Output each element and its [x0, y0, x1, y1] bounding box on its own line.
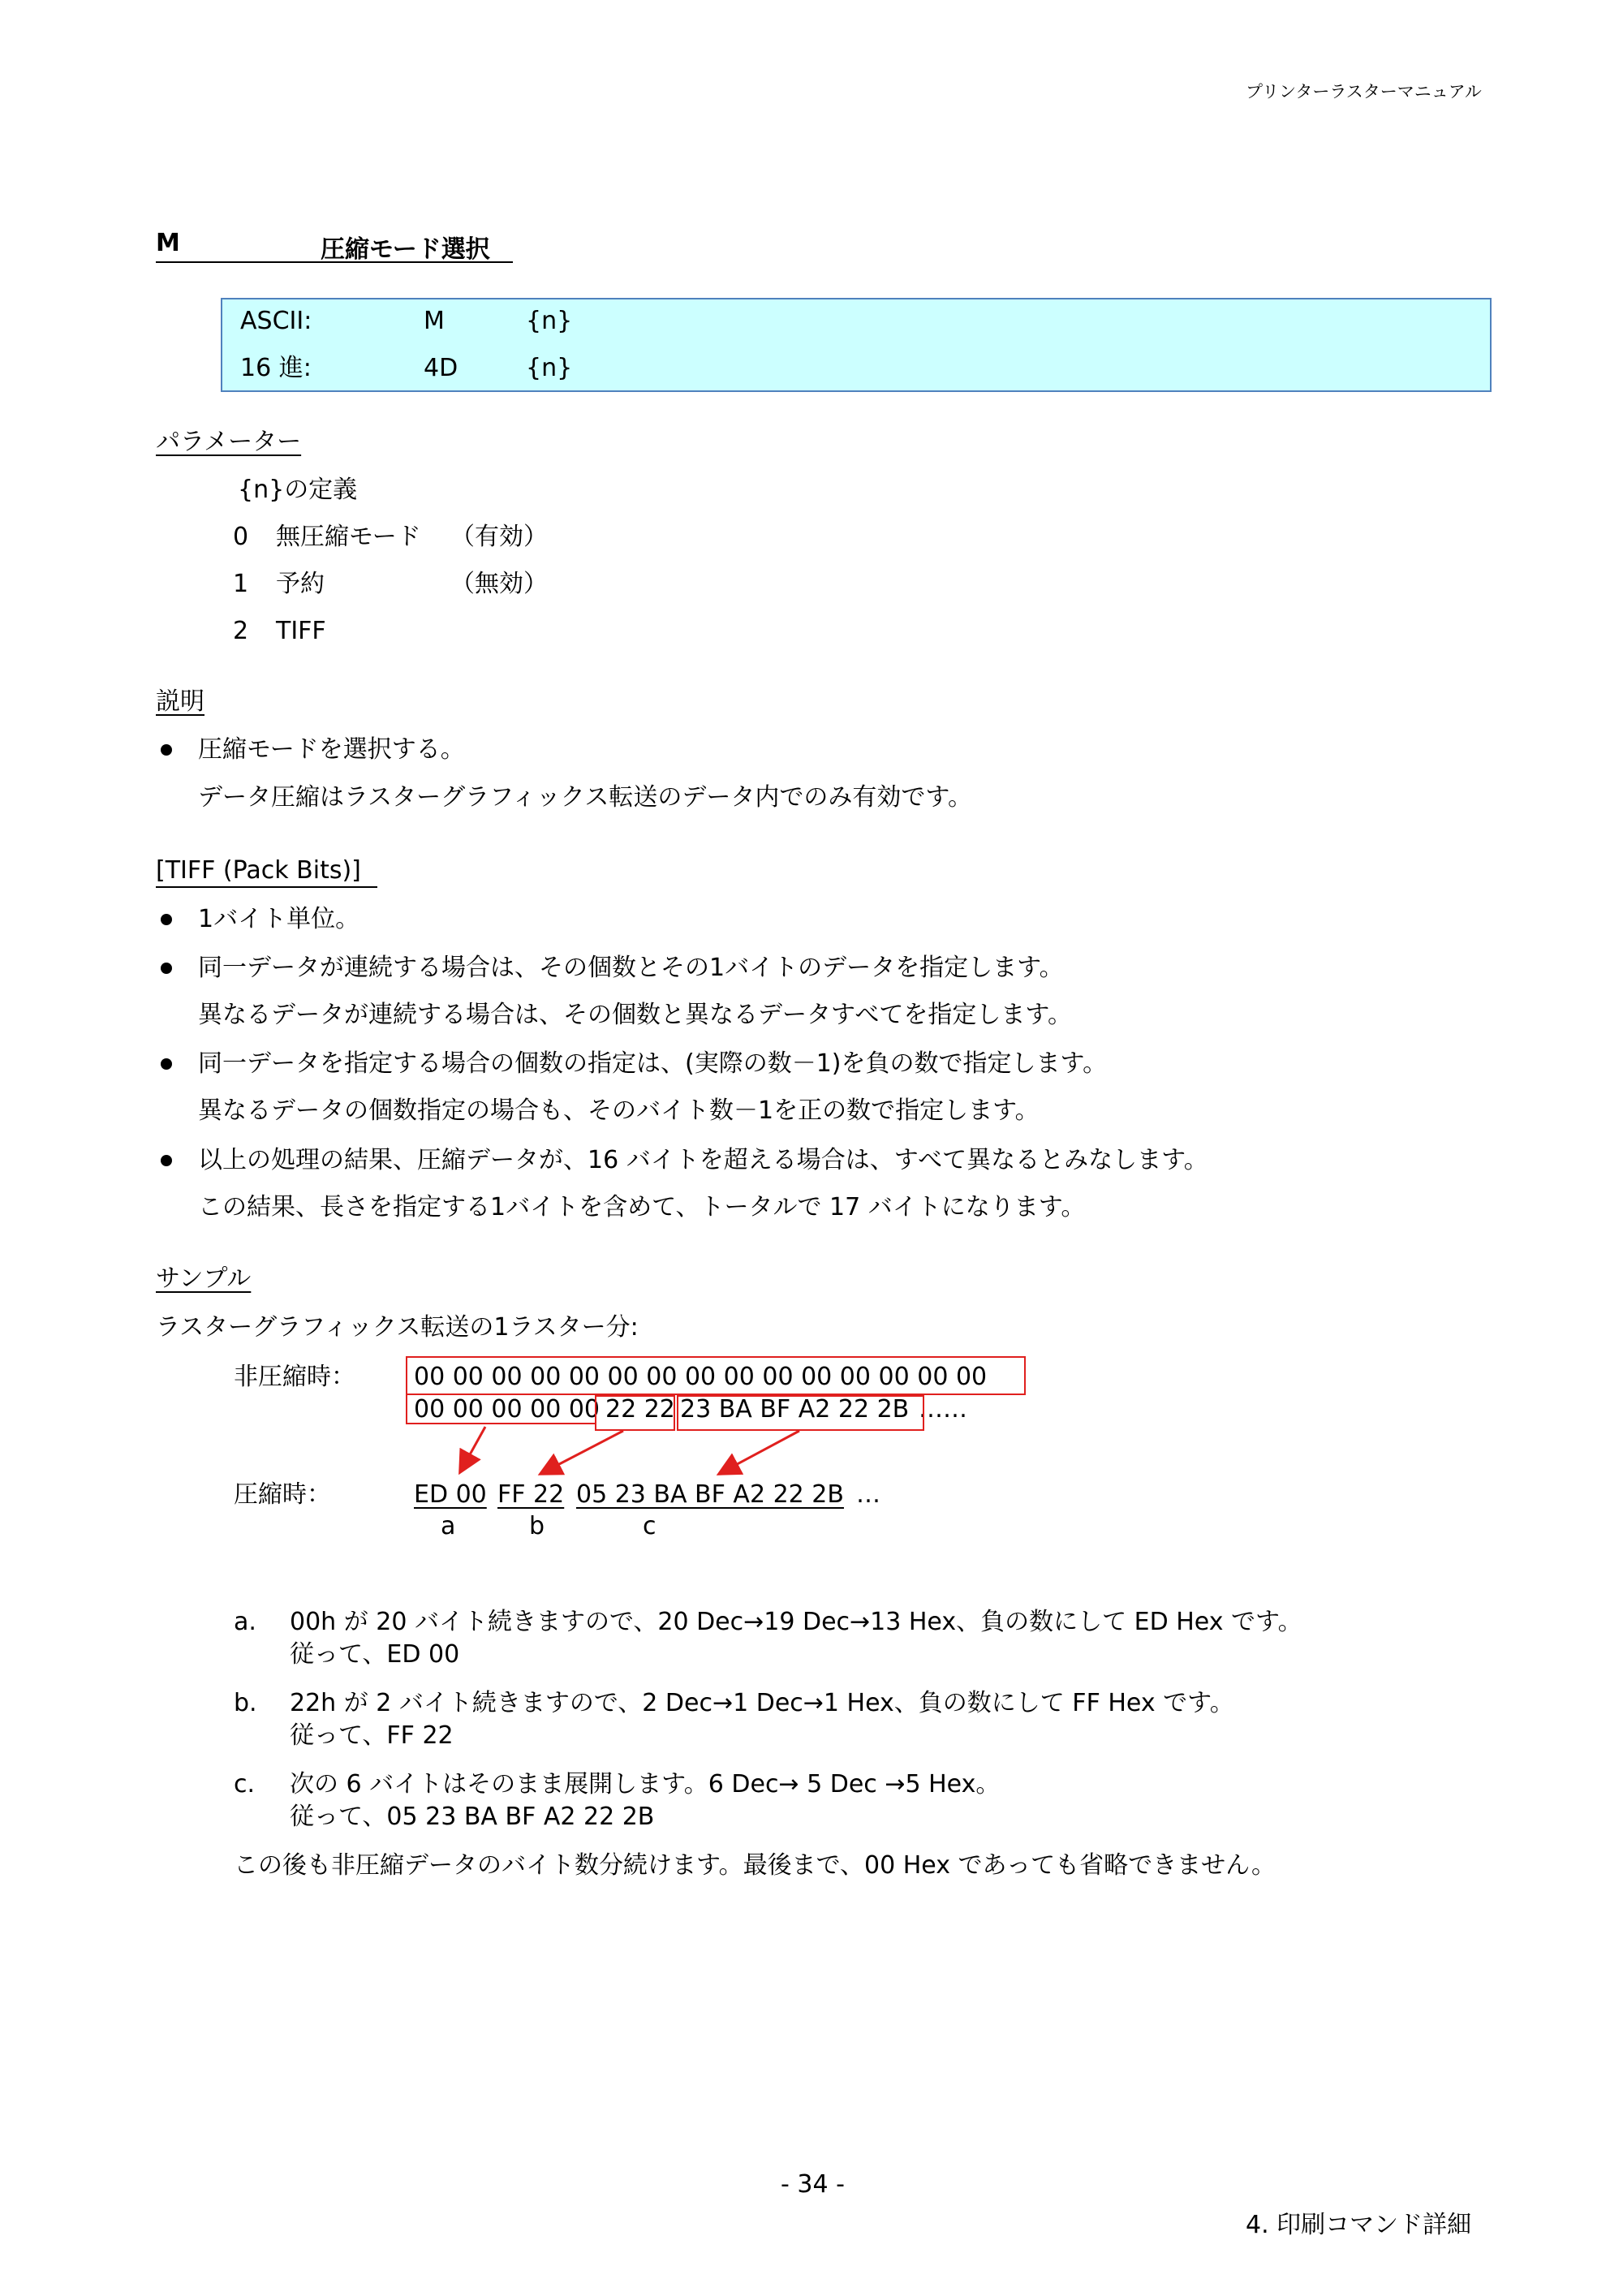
- compressed-part-c: 05 23 BA BF A2 22 2B: [576, 1480, 844, 1509]
- hex-label: 16 進:: [240, 354, 312, 382]
- parameters-heading: パラメーター: [156, 428, 302, 456]
- param-item-num: 2: [233, 617, 249, 645]
- hex-param: {n}: [526, 354, 573, 382]
- ascii-param: {n}: [526, 307, 573, 335]
- compressed-part-a: ED 00: [414, 1480, 487, 1509]
- description-line: データ圧縮はラスターグラフィックス転送のデータ内でのみ有効です。: [198, 783, 972, 812]
- arrow-to-a: [461, 1427, 485, 1471]
- label-a: a: [441, 1512, 456, 1540]
- command-code: M: [156, 229, 180, 257]
- section-title: 圧縮モード選択: [321, 235, 490, 264]
- param-item-state: （無効）: [450, 570, 548, 598]
- sample-intro: ラスターグラフィックス転送の1ラスター分:: [156, 1313, 639, 1342]
- param-item-name: TIFF: [276, 617, 326, 645]
- param-item-name: 予約: [276, 570, 325, 598]
- closing-note: この後も非圧縮データのバイト数分続けます。最後まで、00 Hex であっても省略できません。: [234, 1851, 1276, 1880]
- description-line: 圧縮モードを選択する。: [198, 735, 465, 764]
- label-c: c: [643, 1512, 657, 1540]
- ascii-command: M: [424, 307, 445, 335]
- chapter-title: 4. 印刷コマンド詳細: [1246, 2211, 1472, 2239]
- note-line: 従って、FF 22: [290, 1721, 454, 1750]
- tiff-bullet-text: 1バイト単位。: [198, 905, 360, 933]
- tiff-bullet-text: 異なるデータの個数指定の場合も、そのバイト数－1を正の数で指定します。: [198, 1096, 1040, 1125]
- note-marker: a.: [234, 1608, 256, 1636]
- arrow-to-c: [721, 1431, 799, 1473]
- hex-command: 4D: [424, 354, 458, 382]
- tiff-bullet-text: この結果、長さを指定する1バイトを含めて、トータルで 17 バイトになります。: [198, 1193, 1086, 1221]
- param-item-name: 無圧縮モード: [276, 523, 421, 551]
- tiff-heading: [TIFF (Pack Bits)]: [156, 855, 377, 888]
- description-heading: 説明: [156, 687, 204, 716]
- note-line: 従って、ED 00: [290, 1640, 460, 1669]
- label-b: b: [529, 1512, 545, 1540]
- tiff-bullet-text: 同一データが連続する場合は、その個数とその1バイトのデータを指定します。: [198, 954, 1064, 982]
- ascii-label: ASCII:: [240, 307, 312, 335]
- note-line: 従って、05 23 BA BF A2 22 2B: [290, 1803, 655, 1831]
- uncompressed-ellipsis: ……: [919, 1395, 967, 1424]
- manual-title: プリンターラスターマニュアル: [1246, 82, 1482, 101]
- tiff-bullet-text: 同一データを指定する場合の個数の指定は、(実際の数－1)を負の数で指定します。: [198, 1049, 1108, 1078]
- tiff-bullet-text: 異なるデータが連続する場合は、その個数と異なるデータすべてを指定します。: [198, 1001, 1072, 1029]
- arrow-to-b: [542, 1431, 623, 1473]
- uncompressed-label: 非圧縮時：: [234, 1363, 355, 1391]
- param-item-state: （有効）: [450, 523, 548, 551]
- note-marker: b.: [234, 1689, 257, 1717]
- param-definition: {n}の定義: [238, 476, 358, 504]
- page-number: - 34 -: [781, 2170, 845, 2199]
- tiff-bullet-text: 以上の処理の結果、圧縮データが、16 バイトを超える場合は、すべて異なるとみなします。: [198, 1146, 1208, 1174]
- uncompressed-line: 00 00 00 00 00 00 00 00 00 00 00 00 00 00 00: [414, 1363, 988, 1391]
- note-line: 22h が 2 バイト続きますので、2 Dec→1 Dec→1 Hex、負の数にして FF Hex です。: [290, 1689, 1234, 1717]
- uncompressed-run-22: 22 22: [605, 1395, 675, 1424]
- note-line: 00h が 20 バイト続きますので、20 Dec→19 Dec→13 Hex、負の数にして ED Hex です。: [290, 1608, 1302, 1636]
- param-item-num: 1: [233, 570, 249, 598]
- compressed-part-b: FF 22: [497, 1480, 565, 1509]
- compressed-ellipsis: …: [856, 1480, 880, 1509]
- param-item-num: 0: [233, 523, 249, 551]
- compressed-label: 圧縮時：: [234, 1480, 331, 1509]
- sample-heading: サンプル: [156, 1264, 252, 1293]
- uncompressed-literal-run: 23 BA BF A2 22 2B: [680, 1395, 910, 1424]
- uncompressed-line-segment: 00 00 00 00 00: [414, 1395, 601, 1424]
- note-marker: c.: [234, 1770, 256, 1798]
- note-line: 次の 6 バイトはそのまま展開します。6 Dec→ 5 Dec →5 Hex。: [290, 1770, 1001, 1798]
